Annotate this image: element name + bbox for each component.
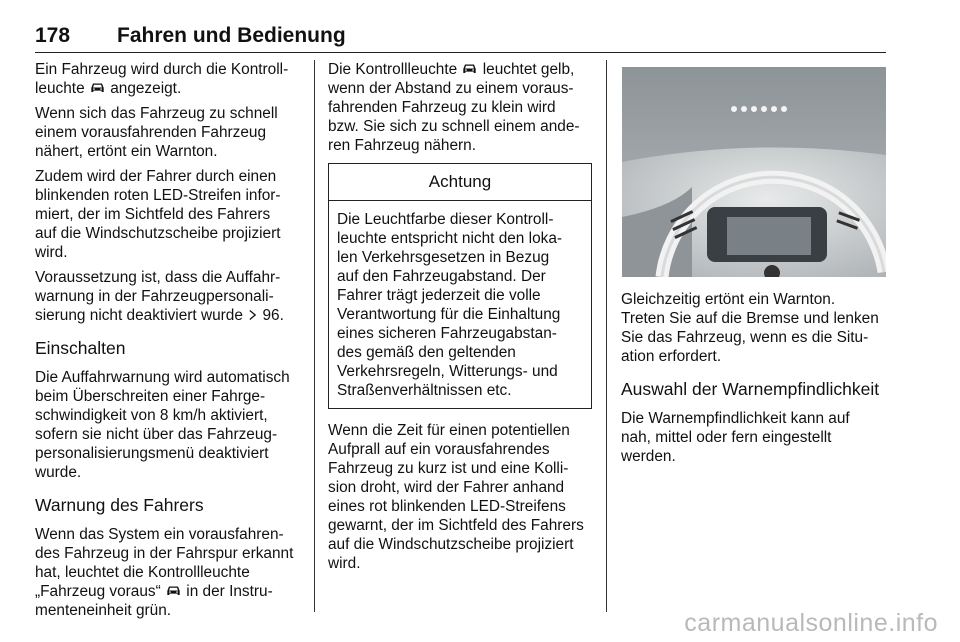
watermark: carmanualsonline.info	[684, 609, 938, 637]
column-left	[35, 60, 305, 626]
paragraph-activation: Die Auffahrwarnung wird automatisch beim Überschreiten einer Fahrge- schwindigkeit von 8 km/h aktiviert, sofern sie nicht über das Fahrzeug- personalisierungsmenü deaktiviert wurde.	[35, 369, 290, 481]
paragraph-driver-warning: Wenn das System ein vorausfahren- des Fahrzeug in der Fahrspur erkannt hat, leuchtet die Kontrollleuchte „Fahrzeug voraus“ in der Instru- menteneinheit grün.	[35, 526, 294, 619]
column-divider	[606, 60, 607, 612]
page-number: 178	[35, 24, 71, 47]
paragraph-sensitivity: Die Warnempfindlichkeit kann auf nah, mittel oder fern eingestellt werden.	[621, 410, 850, 465]
paragraph-collision-warning: Wenn die Zeit für einen potentiellen Aufprall auf ein vorausfahrendes Fahrzeug zu kurz ist und eine Kolli- sion droht, wird der Fahrer anhand eines rot blinkenden LED-Streifens gewarnt, der im Sichtfeld des Fahrers auf die Windschutzscheibe projiziert wird.	[328, 422, 584, 572]
heading-einschalten: Einschalten	[35, 338, 126, 358]
page-ref-arrow-icon	[248, 309, 257, 321]
car-front-icon	[462, 63, 477, 75]
page-reference-link[interactable]: 96.	[258, 307, 284, 324]
column-right	[621, 290, 889, 472]
page-header	[35, 20, 886, 53]
paragraph-brake-steer: Gleichzeitig ertönt ein Warnton. Treten Sie auf die Bremse und lenken Sie das Fahrzeug, wenn es die Situ- ation erfordert.	[621, 291, 879, 365]
caution-box-title: Achtung	[329, 164, 591, 201]
page-title: Fahren und Bedienung	[117, 24, 346, 47]
heading-warnung-des-fahrers: Warnung des Fahrers	[35, 495, 204, 515]
dashboard-illustration	[622, 67, 886, 277]
paragraph-warning-tone: Wenn sich das Fahrzeug zu schnell einem vorausfahrenden Fahrzeug nähert, ertönt ein Warnton.	[35, 105, 278, 160]
caution-box-body: Die Leuchtfarbe dieser Kontroll- leuchte entspricht nicht den loka- len Verkehrsgesetzen in Bezug auf den Fahrzeugabstand. Der Fahrer trägt jederzeit die volle Verantwortung für die Einhaltung eines sicheren Fahrzeugabstan- des gemäß den geltenden Verkehrsregeln, Witterungs- und Straßenverhältnissen etc.	[337, 211, 563, 399]
heading-warnempfindlichkeit: Auswahl der Warnempfindlichkeit	[621, 379, 880, 399]
car-front-icon	[166, 585, 181, 597]
column-middle	[328, 60, 592, 579]
paragraph-indicator-intro: Ein Fahrzeug wird durch die Kontroll- leuchte angezeigt.	[35, 61, 289, 97]
paragraph-led-strip: Zudem wird der Fahrer durch einen blinkenden roten LED-Streifen infor- miert, der im Sichtfeld des Fahrers auf die Windschutzscheibe projiziert wird.	[35, 168, 281, 261]
caution-box	[328, 163, 592, 409]
paragraph-precondition: Voraussetzung ist, dass die Auffahr- warnung in der Fahrzeugpersonali- sierung nicht deaktiviert wurde 96.	[35, 269, 284, 324]
column-divider	[314, 60, 315, 612]
car-front-icon	[90, 82, 105, 94]
paragraph-indicator-yellow: Die Kontrollleuchte leuchtet gelb, wenn der Abstand zu einem voraus- fahrenden Fahrzeug zu klein wird bzw. Sie sich zu schnell einem ande- ren Fahrzeug nähern.	[328, 61, 580, 154]
